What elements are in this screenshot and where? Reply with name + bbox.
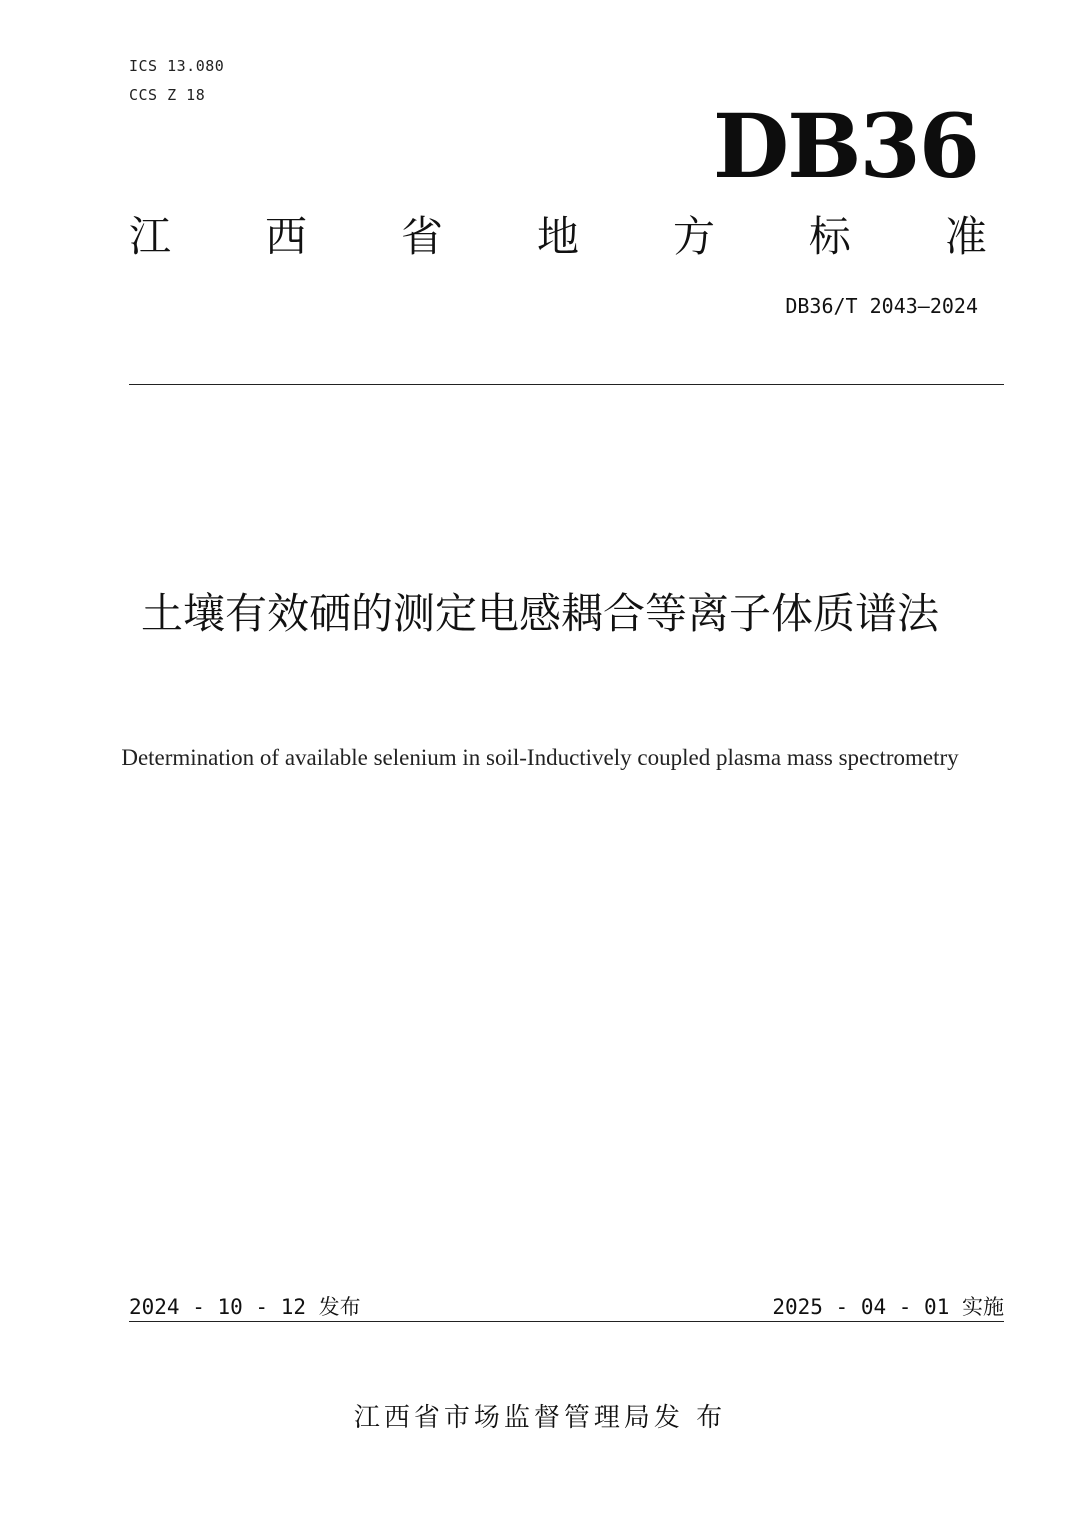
implementation-date xyxy=(772,1292,1004,1322)
standard-type-heading xyxy=(129,210,987,264)
standard-type-char: 方 xyxy=(672,212,715,261)
standard-type-char: 准 xyxy=(944,212,987,261)
bottom-divider xyxy=(129,1321,1004,1322)
db-logo: DB36 xyxy=(712,94,978,198)
title-english: Determination of available selenium in soil-Inductively coupled plasma mass spectrometry xyxy=(121,745,959,770)
top-divider xyxy=(129,384,1004,385)
title-chinese: 土壤有效硒的测定电感耦合等离子体质谱法 xyxy=(140,589,939,638)
standard-type-char: 标 xyxy=(808,212,851,261)
issue-date xyxy=(129,1292,361,1322)
publisher: 江西省市场监督管理局发 布 xyxy=(353,1403,727,1433)
standard-number: DB36/T 2043—2024 xyxy=(785,294,978,318)
issue-date-label: 发布 xyxy=(318,1295,361,1319)
ccs-code: CCS Z 18 xyxy=(129,86,206,104)
issue-date-value: 2024 - 10 - 12 xyxy=(129,1295,307,1319)
standard-type-char: 西 xyxy=(264,212,307,261)
standard-type-char: 地 xyxy=(536,212,579,261)
implementation-date-label: 实施 xyxy=(962,1295,1004,1319)
standard-type-char: 江 xyxy=(129,212,172,261)
implementation-date-value: 2025 - 04 - 01 xyxy=(772,1295,950,1319)
standard-type-char: 省 xyxy=(400,212,443,261)
ics-code: ICS 13.080 xyxy=(129,57,225,75)
